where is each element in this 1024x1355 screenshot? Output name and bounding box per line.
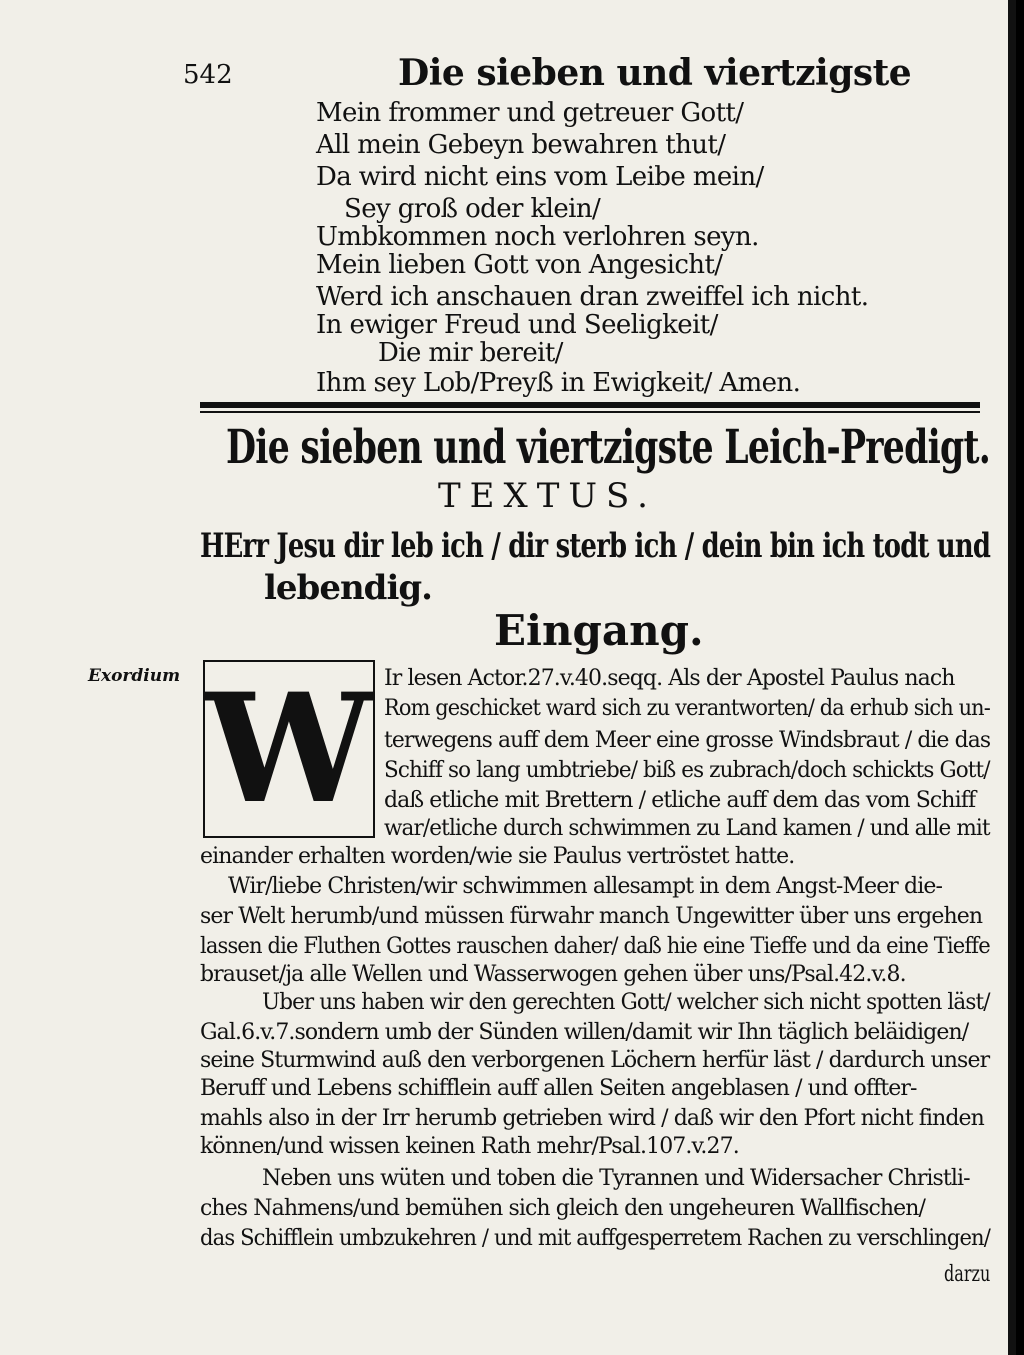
marginal-note: Exordium	[88, 666, 181, 686]
page-number: 542	[183, 60, 233, 90]
text-line: ser Welt herumb/und müssen fürwahr manch Ungewitter über uns ergehen	[200, 904, 983, 929]
section-rule-thin	[200, 411, 980, 413]
text-line: Rom geschicket ward sich zu verantworten/ da erhub sich un-	[384, 696, 990, 721]
verse-line: Werd ich anschauen dran zweiffel ich nicht.	[316, 282, 869, 312]
verse-line: Mein frommer und getreuer Gott/	[316, 98, 744, 128]
text-line: ches Nahmens/und bemühen sich gleich den ungeheuren Wallfischen/	[200, 1196, 926, 1221]
text-line: Uber uns haben wir den gerechten Gott/ welcher sich nicht spotten läst/	[262, 990, 990, 1015]
initial-letter: W	[204, 661, 374, 837]
running-head: Die sieben und viertzigste	[398, 52, 912, 94]
verse-line: Sey groß oder klein/	[344, 194, 601, 224]
section-rule	[200, 402, 980, 408]
textus-line: HErr Jesu dir leb ich / dir sterb ich / dein bin ich todt und	[200, 526, 991, 566]
text-line: daß etliche mit Brettern / etliche auff dem das vom Schiff	[384, 788, 976, 813]
text-line: Neben uns wüten und toben die Tyrannen und Widersacher Christli-	[262, 1166, 970, 1191]
text-line: Schiff so lang umbtriebe/ biß es zubrach/doch schickts Gott/	[384, 758, 990, 783]
text-line: einander erhalten worden/wie sie Paulus vertröstet hatte.	[200, 844, 795, 869]
sermon-title: Die sieben und viertzigste Leich-Predigt.	[226, 420, 991, 475]
text-line: lassen die Fluthen Gottes rauschen daher/ daß hie eine Tieffe und da eine Tieffe	[200, 934, 990, 959]
text-line: das Schifflein umbzukehren / und mit auffgesperretem Rachen zu verschlingen/	[200, 1226, 991, 1251]
verse-line: Ihm sey Lob/Preyß in Ewigkeit/ Amen.	[316, 368, 801, 398]
verse-line: Die mir bereit/	[378, 338, 563, 368]
text-line: Beruff und Lebens schifflein auff allen Seiten angeblasen / und offter-	[200, 1076, 917, 1101]
text-line: war/etliche durch schwimmen zu Land kamen / und alle mit	[384, 816, 990, 841]
text-line: Gal.6.v.7.sondern umb der Sünden willen/damit wir Ihn täglich beläidigen/	[200, 1020, 969, 1045]
catchword: darzu	[944, 1262, 991, 1287]
verse-line: Umbkommen noch verlohren seyn.	[316, 222, 759, 252]
verse-line: In ewiger Freud und Seeligkeit/	[316, 310, 718, 340]
page-edge-shadow	[1008, 0, 1016, 1355]
text-line: terwegens auff dem Meer eine grosse Windsbraut / die das	[384, 728, 991, 753]
text-line: können/und wissen keinen Rath mehr/Psal.107.v.27.	[200, 1134, 739, 1159]
text-line: brauset/ja alle Wellen und Wasserwogen gehen über uns/Psal.42.v.8.	[200, 962, 906, 987]
verse-line: Da wird nicht eins vom Leibe mein/	[316, 162, 764, 192]
decorated-initial	[203, 660, 375, 838]
verse-line: All mein Gebeyn bewahren thut/	[316, 130, 726, 160]
textus-heading: TEXTUS.	[438, 476, 657, 516]
textus-line: lebendig.	[264, 568, 432, 608]
text-line: mahls also in der Irr herumb getrieben wird / daß wir den Pfort nicht finden	[200, 1106, 984, 1131]
section-heading: Eingang.	[494, 606, 704, 655]
text-line: Ir lesen Actor.27.v.40.seqq. Als der Apostel Paulus nach	[384, 666, 955, 691]
verse-line: Mein lieben Gott von Angesicht/	[316, 250, 723, 280]
text-line: Wir/liebe Christen/wir schwimmen allesampt in dem Angst-Meer die-	[228, 874, 942, 899]
text-line: seine Sturmwind auß den verborgenen Löchern herfür läst / dardurch unser	[200, 1048, 990, 1073]
